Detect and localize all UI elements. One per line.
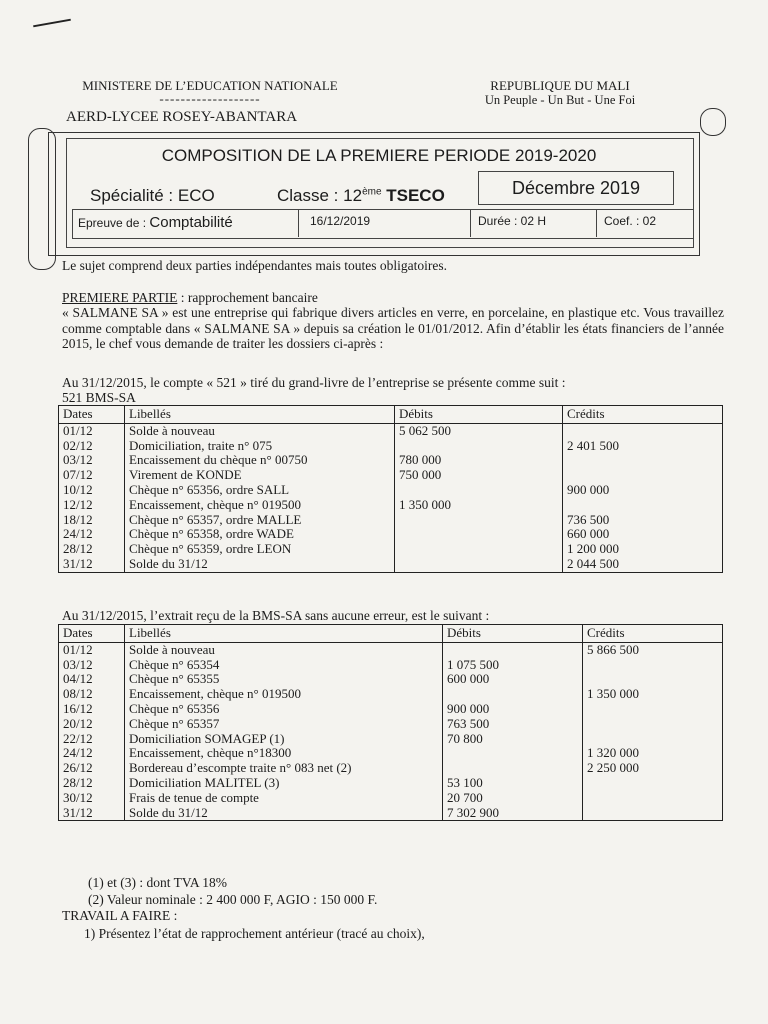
cell-debit: 900 000 (443, 702, 583, 717)
ledger-table (58, 405, 723, 573)
cell-credit: 1 320 000 (583, 746, 723, 761)
ledger-intro: Au 31/12/2015, le compte « 521 » tiré du grand-livre de l’entreprise se présente comme suit : (62, 375, 566, 390)
cell-libelle: Solde à nouveau (125, 642, 443, 657)
part1-paragraph: « SALMANE SA » est une entreprise qui fabrique divers articles en verre, en porcelaine, en plastique etc. Vous travaillez comme comptable dans « SALMANE SA » depuis sa création le 01/01/2012. Afin d’établir les états financiers de l’année 2015, le chef vous demande de traiter les dossiers ci-après : (62, 305, 724, 352)
classe (277, 186, 445, 206)
cell-debit: 1 075 500 (443, 658, 583, 673)
cell-libelle: Chèque n° 65354 (125, 658, 443, 673)
table-row (59, 468, 723, 483)
part1-title: PREMIERE PARTIE (62, 290, 178, 305)
exam-date: 16/12/2019 (310, 214, 371, 228)
cell-libelle: Chèque n° 65357 (125, 717, 443, 732)
cell-credit (563, 498, 723, 513)
specialite (90, 186, 215, 206)
cell-libelle: Chèque n° 65358, ordre WADE (125, 527, 395, 542)
col-header-debits: Débits (443, 625, 583, 643)
cell-debit: 70 800 (443, 732, 583, 747)
cell-date: 08/12 (59, 687, 125, 702)
cell-date: 28/12 (59, 542, 125, 557)
cell-date: 01/12 (59, 642, 125, 657)
cell-libelle: Domiciliation, traite n° 075 (125, 439, 395, 454)
scroll-curl-right (700, 108, 726, 136)
ministry-block (40, 78, 380, 104)
note-1: (1) et (3) : dont TVA 18% (88, 875, 227, 890)
cell-debit (443, 642, 583, 657)
cell-libelle: Domiciliation MALITEL (3) (125, 776, 443, 791)
classe-sup: ème (362, 186, 382, 198)
cell-credit (563, 468, 723, 483)
cell-date: 20/12 (59, 717, 125, 732)
epreuve (78, 214, 233, 231)
epreuve-value: Comptabilité (149, 214, 233, 231)
cell-debit: 53 100 (443, 776, 583, 791)
cell-date: 30/12 (59, 791, 125, 806)
table-row (59, 746, 723, 761)
classe-label: Classe : (277, 186, 344, 205)
cell-credit (583, 791, 723, 806)
col-header-libelles: Libellés (125, 406, 395, 424)
scroll-curl-left (28, 128, 56, 270)
cell-debit (395, 527, 563, 542)
cell-debit: 780 000 (395, 453, 563, 468)
month-box (478, 171, 674, 205)
cell-credit (583, 702, 723, 717)
table-row (59, 702, 723, 717)
cell-debit (395, 513, 563, 528)
divider (596, 209, 597, 237)
cell-credit (583, 672, 723, 687)
task-1: 1) Présentez l’état de rapprochement antérieur (tracé au choix), (84, 926, 425, 941)
cell-libelle: Chèque n° 65356 (125, 702, 443, 717)
school-name: AERD-LYCEE ROSEY-ABANTARA (66, 109, 298, 125)
ledger-account: 521 BMS-SA (62, 390, 136, 405)
cell-date: 28/12 (59, 776, 125, 791)
table-row (59, 542, 723, 557)
cell-libelle: Solde du 31/12 (125, 806, 443, 821)
specialite-value: ECO (177, 186, 215, 205)
cell-date: 10/12 (59, 483, 125, 498)
cell-libelle: Chèque n° 65359, ordre LEON (125, 542, 395, 557)
cell-libelle: Domiciliation SOMAGEP (1) (125, 732, 443, 747)
cell-debit: 750 000 (395, 468, 563, 483)
table-row (59, 483, 723, 498)
table-row (59, 642, 723, 657)
cell-libelle: Encaissement du chèque n° 00750 (125, 453, 395, 468)
cell-date: 02/12 (59, 439, 125, 454)
bank-intro: Au 31/12/2015, l’extrait reçu de la BMS-SA sans aucune erreur, est le suivant : (62, 608, 490, 623)
classe-value: 12 (343, 186, 363, 205)
table-row (59, 806, 723, 821)
cell-libelle: Bordereau d’escompte traite n° 083 net (2) (125, 761, 443, 776)
cell-date: 26/12 (59, 761, 125, 776)
bank-header-row (59, 625, 723, 643)
cell-debit: 20 700 (443, 791, 583, 806)
exam-coef: Coef. : 02 (604, 214, 657, 228)
cell-date: 03/12 (59, 658, 125, 673)
cell-debit: 7 302 900 (443, 806, 583, 821)
ledger-header-row (59, 406, 723, 424)
epreuve-label: Epreuve de : (78, 216, 150, 230)
cell-date: 24/12 (59, 746, 125, 761)
cell-date: 18/12 (59, 513, 125, 528)
cell-date: 24/12 (59, 527, 125, 542)
cell-credit: 736 500 (563, 513, 723, 528)
table-row (59, 439, 723, 454)
table-row (59, 672, 723, 687)
table-row (59, 791, 723, 806)
table-row (59, 513, 723, 528)
cell-debit: 763 500 (443, 717, 583, 732)
cell-credit (583, 732, 723, 747)
cell-credit (583, 776, 723, 791)
republic-name: REPUBLIQUE DU MALI (490, 78, 630, 93)
note-2: (2) Valeur nominale : 2 400 000 F, AGIO : 150 000 F. (88, 892, 378, 907)
cell-date: 07/12 (59, 468, 125, 483)
table-row (59, 453, 723, 468)
cell-date: 31/12 (59, 557, 125, 572)
col-header-libelles: Libellés (125, 625, 443, 643)
col-header-dates: Dates (59, 625, 125, 643)
cell-libelle: Encaissement, chèque n° 019500 (125, 687, 443, 702)
cell-libelle: Solde du 31/12 (125, 557, 395, 572)
col-header-credits: Crédits (563, 406, 723, 424)
cell-date: 03/12 (59, 453, 125, 468)
cell-libelle: Solde à nouveau (125, 423, 395, 438)
cell-libelle: Encaissement, chèque n°18300 (125, 746, 443, 761)
exam-month: Décembre 2019 (511, 178, 641, 198)
cell-credit (583, 717, 723, 732)
cell-debit (395, 542, 563, 557)
table-row (59, 658, 723, 673)
exam-title: COMPOSITION DE LA PREMIERE PERIODE 2019-2020 (161, 146, 597, 165)
cell-credit: 660 000 (563, 527, 723, 542)
cell-credit: 2 401 500 (563, 439, 723, 454)
table-row (59, 557, 723, 572)
republic-motto: Un Peuple - Un But - Une Foi (484, 93, 636, 107)
cell-debit: 600 000 (443, 672, 583, 687)
cell-credit (583, 658, 723, 673)
divider (298, 209, 299, 237)
col-header-debits: Débits (395, 406, 563, 424)
cell-debit (395, 483, 563, 498)
work-heading: TRAVAIL A FAIRE : (62, 908, 178, 923)
cell-libelle: Frais de tenue de compte (125, 791, 443, 806)
classe-suffix: TSECO (381, 186, 445, 205)
col-header-dates: Dates (59, 406, 125, 424)
table-row (59, 717, 723, 732)
cell-debit: 1 350 000 (395, 498, 563, 513)
table-row (59, 423, 723, 438)
cell-credit: 2 044 500 (563, 557, 723, 572)
table-row (59, 687, 723, 702)
cell-libelle: Virement de KONDE (125, 468, 395, 483)
table-row (59, 761, 723, 776)
col-header-credits: Crédits (583, 625, 723, 643)
cell-credit: 2 250 000 (583, 761, 723, 776)
cell-credit: 900 000 (563, 483, 723, 498)
part1-subtitle: : rapprochement bancaire (177, 290, 318, 305)
cell-debit (395, 439, 563, 454)
divider (470, 209, 471, 237)
cell-date: 22/12 (59, 732, 125, 747)
cell-credit (583, 806, 723, 821)
cell-libelle: Encaissement, chèque n° 019500 (125, 498, 395, 513)
cell-libelle: Chèque n° 65355 (125, 672, 443, 687)
table-row (59, 527, 723, 542)
republic-block (470, 78, 650, 108)
cell-debit (443, 687, 583, 702)
cell-debit (443, 761, 583, 776)
table-row (59, 498, 723, 513)
table-row (59, 732, 723, 747)
cell-libelle: Chèque n° 65357, ordre MALLE (125, 513, 395, 528)
table-row (59, 776, 723, 791)
cell-credit: 1 200 000 (563, 542, 723, 557)
part1-heading (62, 290, 724, 306)
cell-credit: 1 350 000 (583, 687, 723, 702)
cell-credit: 5 866 500 (583, 642, 723, 657)
exam-duration: Durée : 02 H (478, 214, 547, 228)
pen-stroke (33, 19, 71, 28)
cell-date: 01/12 (59, 423, 125, 438)
cell-libelle: Chèque n° 65356, ordre SALL (125, 483, 395, 498)
cell-date: 31/12 (59, 806, 125, 821)
specialite-label: Spécialité : (90, 186, 178, 205)
cell-debit: 5 062 500 (395, 423, 563, 438)
ministry-separator: ------------------- (159, 91, 261, 106)
cell-date: 04/12 (59, 672, 125, 687)
cell-debit (443, 746, 583, 761)
cell-credit (563, 423, 723, 438)
ministry-name: MINISTERE DE L’EDUCATION NATIONALE (82, 78, 338, 93)
cell-date: 12/12 (59, 498, 125, 513)
bank-statement-table (58, 624, 723, 821)
cell-date: 16/12 (59, 702, 125, 717)
intro-text: Le sujet comprend deux parties indépendantes mais toutes obligatoires. (62, 258, 448, 273)
cell-credit (563, 453, 723, 468)
cell-debit (395, 557, 563, 572)
